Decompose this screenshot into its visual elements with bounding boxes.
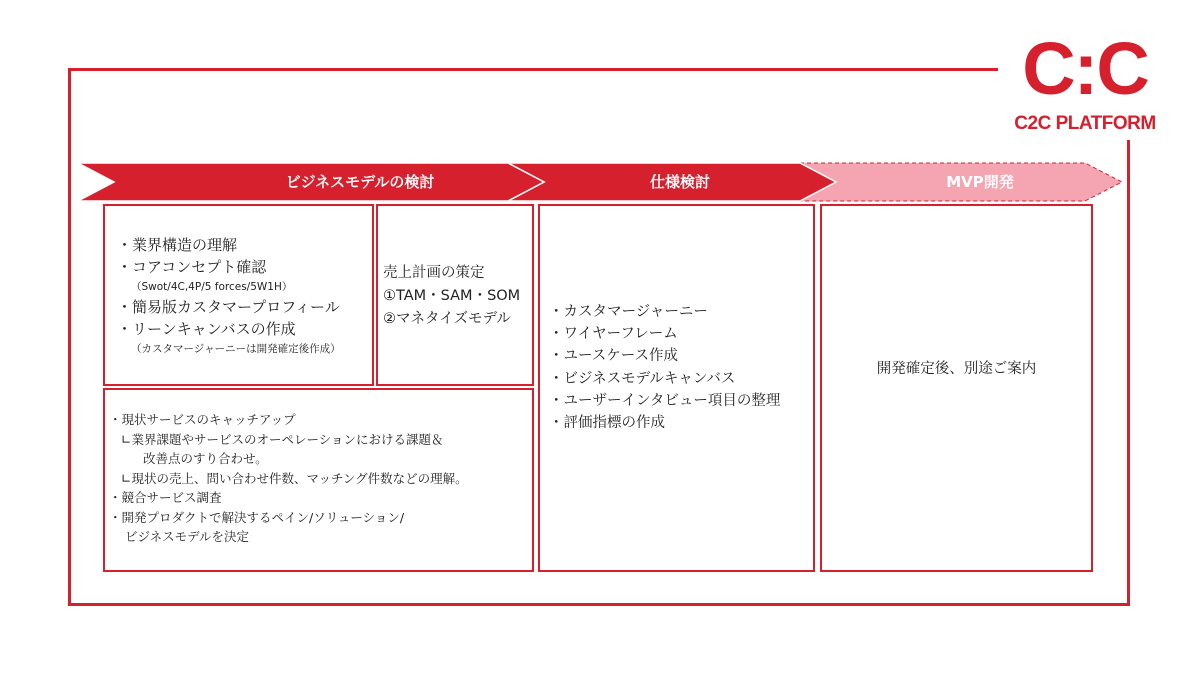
current-service-list <box>109 410 532 547</box>
list-item: ・開発プロダクトで解決するペイン/ソリューション/ <box>109 509 405 525</box>
mvp-box <box>820 204 1093 572</box>
list-item: ・カスタマージャーニー <box>549 304 708 320</box>
sales-plan-box <box>376 204 534 386</box>
sales-plan-title: 売上計画の策定 <box>383 265 485 281</box>
list-item: 改善点のすり合わせ。 <box>143 451 268 466</box>
list-item: ・現状サービスのキャッチアップ <box>109 412 296 427</box>
sales-plan-item-tam: ①TAM・SAM・SOM <box>383 288 521 304</box>
list-item: ・ユーザーインタビュー項目の整理 <box>549 392 781 409</box>
list-item: ∟業界課題やサービスのオーペレーションにおける課題＆ <box>121 431 444 447</box>
list-item: ・コアコンセプト確認 <box>117 258 267 276</box>
sales-plan-item-monetize: ②マネタイズモデル <box>383 311 511 327</box>
list-item: （カスタマージャーニーは開発確定後作成） <box>131 343 341 355</box>
list-item: ・評価指標の作成 <box>549 415 665 432</box>
business-model-task-list <box>117 234 372 358</box>
mvp-note: 開発確定後、別途ご案内 <box>876 361 1037 377</box>
list-item: ∟現状の売上、問い合わせ件数、マッチング件数などの理解。 <box>121 470 468 486</box>
list-item: （Swot/4C,4P/5 forces/5W1H） <box>131 281 293 293</box>
list-item: ・ユースケース作成 <box>549 348 679 365</box>
list-item: ・競合サービス調査 <box>109 490 222 505</box>
list-item: ・業界構造の理解 <box>117 236 238 254</box>
list-item: ・リーンキャンバスの作成 <box>117 320 296 338</box>
list-item: ・ビジネスモデルキャンバス <box>549 370 736 387</box>
c2c-logo-text: C2C PLATFORM <box>1014 113 1156 134</box>
spec-task-list <box>549 301 813 434</box>
list-item: ・ワイヤーフレーム <box>549 326 678 343</box>
current-service-box <box>103 388 534 572</box>
business-model-tasks-box <box>103 204 374 386</box>
spec-tasks-box <box>538 204 815 572</box>
c2c-logo-mark: C:C <box>1022 27 1148 110</box>
phase-label-spec: 仕様検討 <box>649 173 710 191</box>
phase-label-mvp: MVP開発 <box>946 173 1014 191</box>
list-item: ビジネスモデルを決定 <box>125 529 250 544</box>
list-item: ・簡易版カスタマープロフィール <box>117 298 340 316</box>
phase-label-business-model: ビジネスモデルの検討 <box>285 173 435 191</box>
